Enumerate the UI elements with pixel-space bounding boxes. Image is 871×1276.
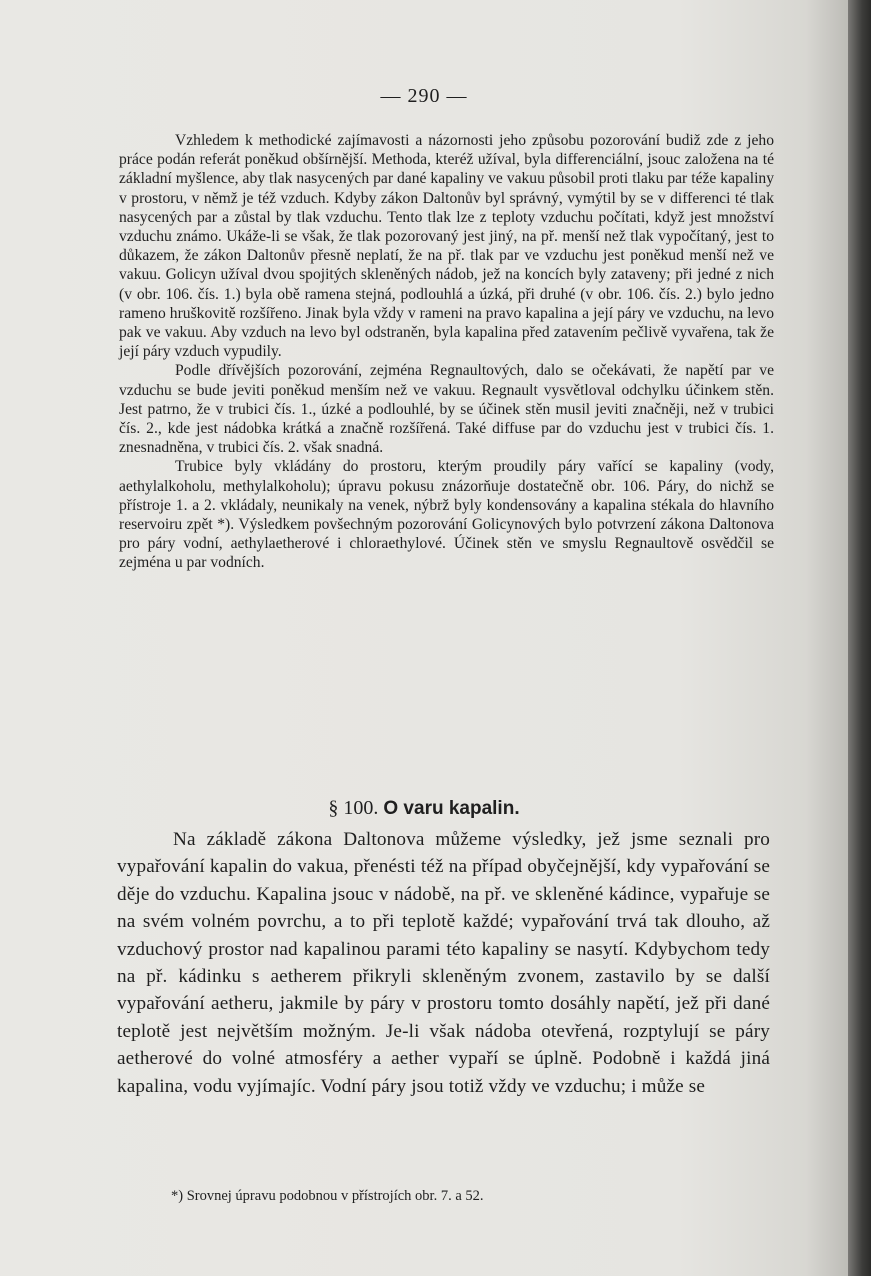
footnote: *) Srovnej úpravu podobnou v přístrojích obr. 7. a 52. — [171, 1188, 484, 1204]
paragraph: Trubice byly vkládány do prostoru, kterým proudily páry vařící se kapaliny (vody, aethylalkoholu, methylalkoholu); úpravu pokusu znázorňuje dostatečně obr. 106. Páry, do nichž se přístroje 1. a 2. vkládaly, neunikaly na venek, nýbrž byly kondensovány a kapalina stékala do hlavního reservoiru zpět *). Výsledkem povšechným pozorování Golicynových bylo potvrzení zákona Daltonova pro páry vodní, aethylaetherové i chloraethylové. Účinek stěn ve smyslu Regnaultově osvědčil se zejména u par vodních. — [119, 458, 774, 572]
section-title: O varu kapalin. — [383, 798, 520, 819]
page-number: — 290 — — [380, 85, 468, 107]
paragraph: Vzhledem k methodické zajímavosti a názornosti jeho způsobu pozorování budiž zde z jeho práce podán referát poněkud obšírnější. Methoda, kteréž užíval, byla differenciální, jsouc založena na té základní myšlence, aby tlak nasycených par dané kapaliny ve vakuu působil proti tlaku par téže kapaliny v prostoru, v němž je též vzduch. Kdyby zákon Daltonův byl správný, vymýtil by se v differenci té tlak nasycených par a zůstal by tlak vzduchu. Tento tlak lze z teploty vzduchu počítati, když jest množství vzduchu známo. Ukáže-li se však, že tlak pozorovaný jest jiný, na př. menší než tlak vypočítaný, jest to důkazem, že zákon Daltonův přesně neplatí, že na př. tlak par ve vzduchu jest poněkud menší než ve vakuu. Golicyn užíval dvou spojitých skleněných nádob, jež na koncích byly zataveny; při jedné z nich (v obr. 106. čís. 1.) byla obě ramena stejná, podlouhlá a úzká, při druhé (v obr. 106. čís. 2.) bylo jedno rameno hruškovitě rozšířeno. Jinak byla vždy v rameni na pravo kapalina a její páry ve vzduchu, na levo pak ve vakuu. Aby vzduch na levo byl odstraněn, byla kapalina před zatavením pečlivě vyvařena, tak že její páry vzduch vypudily. — [119, 132, 774, 361]
book-spine-shadow — [848, 0, 871, 1276]
paragraph: Podle dřívějších pozorování, zejména Regnaultových, dalo se očekávati, že napětí par ve vzduchu se bude jeviti poněkud menším než ve vakuu. Regnault vysvětloval odchylku účinkem stěn. Jest patrno, že v trubici čís. 1., úzké a podlouhlé, by se účinek stěn musil jeviti značněji, než v trubici čís. 2., kde jest nádobka krátká a značně rozšířená. Také diffuse par do vzduchu jest v trubici čís. 1. znesnadněna, v trubici čís. 2. však snadná. — [119, 362, 774, 457]
large-print-block — [117, 826, 770, 1100]
paragraph: Na základě zákona Daltonova můžeme výsledky, jež jsme seznali pro vypařování kapalin do vakua, přenésti též na případ obyčejnější, kdy vypařování se děje do vzduchu. Kapalina jsouc v nádobě, na př. ve skleněné kádince, vypařuje se na svém volném povrchu, a to při teplotě každé; vypařování trvá tak dlouho, až vzduchový prostor nad kapalinou parami této kapaliny se nasytí. Kdybychom tedy na př. kádinku s aetherem přikryli skleněným zvonem, zastavilo by se další vypařování aetheru, jakmile by páry v prostoru tomto dosáhly napětí, jež při dané teplotě jest největším možným. Je-li však nádoba otevřená, rozptylují se páry aetherové do volné atmosféry a aether vypaří se úplně. Podobně i každá jiná kapalina, vodu vyjímajíc. Vodní páry jsou totiž vždy ve vzduchu; i může se — [117, 829, 770, 1097]
section-heading — [0, 797, 848, 820]
section-number: § 100. — [328, 797, 379, 819]
small-print-block — [119, 131, 774, 573]
